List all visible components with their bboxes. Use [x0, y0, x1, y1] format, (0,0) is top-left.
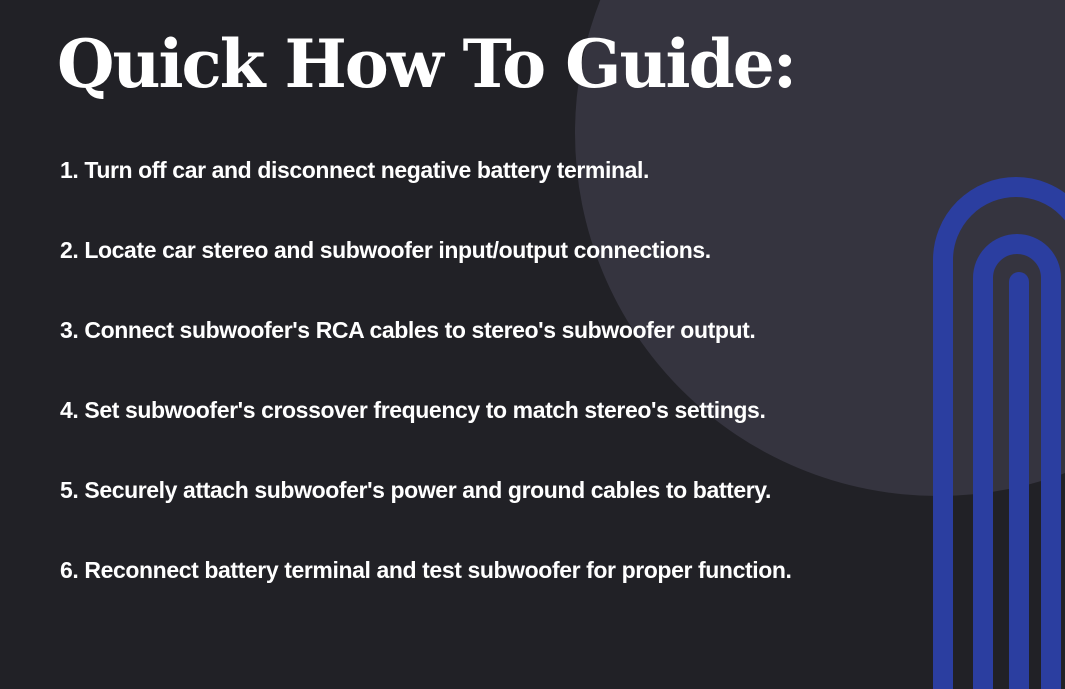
- page-title: Quick How To Guide:: [57, 25, 796, 103]
- step-item-6: 6. Reconnect battery terminal and test subwoofer for proper function.: [60, 557, 792, 583]
- steps-list: [60, 150, 792, 630]
- step-item-4: 4. Set subwoofer's crossover frequency to match stereo's settings.: [60, 397, 766, 423]
- step-item-3: 3. Connect subwoofer's RCA cables to stereo's subwoofer output.: [60, 317, 756, 343]
- step-item-2: 2. Locate car stereo and subwoofer input/output connections.: [60, 237, 711, 263]
- step-item-1: 1. Turn off car and disconnect negative battery terminal.: [60, 157, 649, 183]
- step-item-5: 5. Securely attach subwoofer's power and ground cables to battery.: [60, 477, 771, 503]
